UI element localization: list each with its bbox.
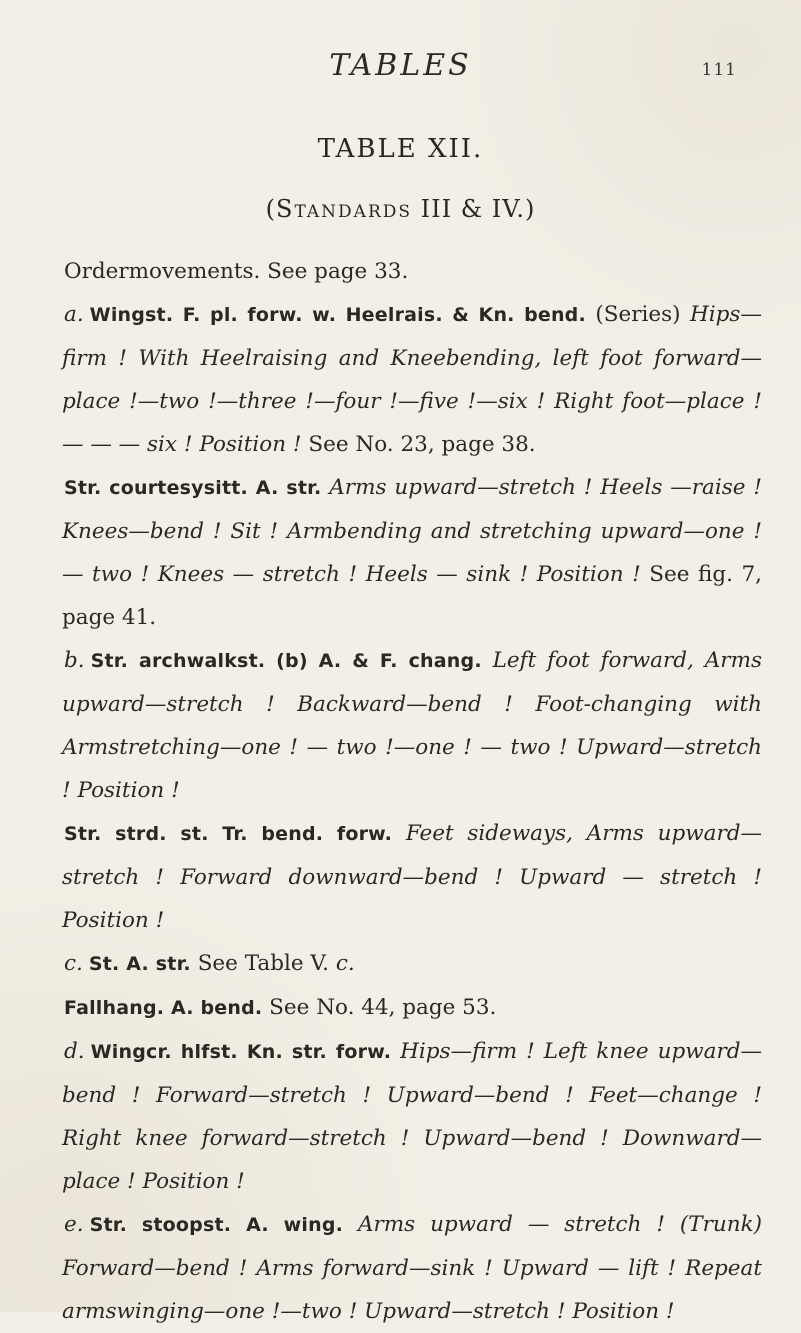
subtitle-open: ( — [265, 195, 277, 223]
exercise-command-e: Str. stoopst. A. wing. — [89, 1214, 344, 1236]
exercise-letter-b: b. — [64, 648, 85, 673]
paragraph-intro — [62, 250, 762, 293]
paragraph-b — [62, 639, 762, 812]
exercise-command-fall: Fallhang. A. bend. — [64, 997, 263, 1019]
running-head: TABLES — [329, 48, 472, 83]
exercise-ref-a: See No. 23, page 38. — [301, 432, 536, 457]
paragraph-e — [62, 1203, 762, 1333]
exercise-instructions-str2: Feet sideways, Arms upward—stretch ! Forward downward—bend ! Upward — stretch ! Position ! — [62, 821, 762, 933]
exercise-instructions-a: Hips—firm ! With Heelraising and Kneebending, left foot forward—place !—two !—three !—four !—five !—six ! Right foot—place ! — — — six ! Position ! — [62, 302, 762, 457]
exercise-letter-d: d. — [64, 1039, 85, 1064]
paragraph-fall — [62, 986, 762, 1030]
exercise-instructions-d: Hips—firm ! Left knee upward—bend ! Forward—stretch ! Upward—bend ! Feet—change ! Right knee forward—stretch ! Upward—bend ! Downward—place ! Position ! — [62, 1039, 762, 1194]
exercise-command-b: Str. archwalkst. (b) A. & F. chang. — [90, 650, 482, 672]
paragraph-a — [62, 293, 762, 466]
exercise-letter-c: c. — [64, 951, 83, 976]
exercise-command-a: Wingst. F. pl. forw. w. Heelrais. & Kn. bend. — [89, 304, 586, 326]
exercise-ref-str1: See fig. 7, page 41. — [62, 562, 762, 630]
exercise-command-d: Wingcr. hlfst. Kn. str. forw. — [90, 1041, 392, 1063]
paragraph-str2 — [62, 812, 762, 942]
paragraph-str1 — [62, 466, 762, 639]
exercise-command-str2: Str. strd. st. Tr. bend. forw. — [64, 823, 393, 845]
subtitle-rest: III & IV.) — [412, 195, 536, 223]
intro-text: Ordermovements. See page 33. — [64, 259, 409, 284]
paragraph-c — [62, 942, 762, 986]
exercise-ref-letter-c: c. — [335, 951, 355, 976]
exercise-ref-c: See Table V. — [190, 951, 336, 976]
exercise-instructions-b: Left foot forward, Arms upward—stretch ! Backward—bend ! Foot-changing with Armstretching—one ! — two !—one ! — two ! Upward—stretch ! Position ! — [62, 648, 762, 803]
body-text — [62, 250, 762, 1333]
exercise-instructions-e: Arms upward — stretch ! (Trunk) Forward—bend ! Arms forward—sink ! Upward — lift ! Repeat armswinging—one !—two ! Upward—stretch ! Position ! — [62, 1212, 762, 1324]
exercise-letter-a: a. — [64, 302, 84, 327]
paragraph-d — [62, 1030, 762, 1203]
exercise-ref-fall: See No. 44, page 53. — [262, 995, 497, 1020]
series-note: (Series) — [585, 302, 681, 327]
exercise-command-c: St. A. str. — [88, 953, 191, 975]
exercise-instructions-str1: Arms upward—stretch ! Heels —raise ! Knees—bend ! Sit ! Armbending and stretching upward—one ! — two ! Knees — stretch ! Heels — sink ! Position ! — [62, 475, 762, 587]
table-subtitle — [0, 195, 801, 223]
page-number: 111 — [701, 60, 737, 80]
table-title: TABLE XII. — [317, 134, 484, 164]
exercise-command-str1: Str. courtesysitt. A. str. — [64, 477, 322, 499]
subtitle-standards: Standards — [276, 195, 413, 223]
exercise-letter-e: e. — [64, 1212, 84, 1237]
